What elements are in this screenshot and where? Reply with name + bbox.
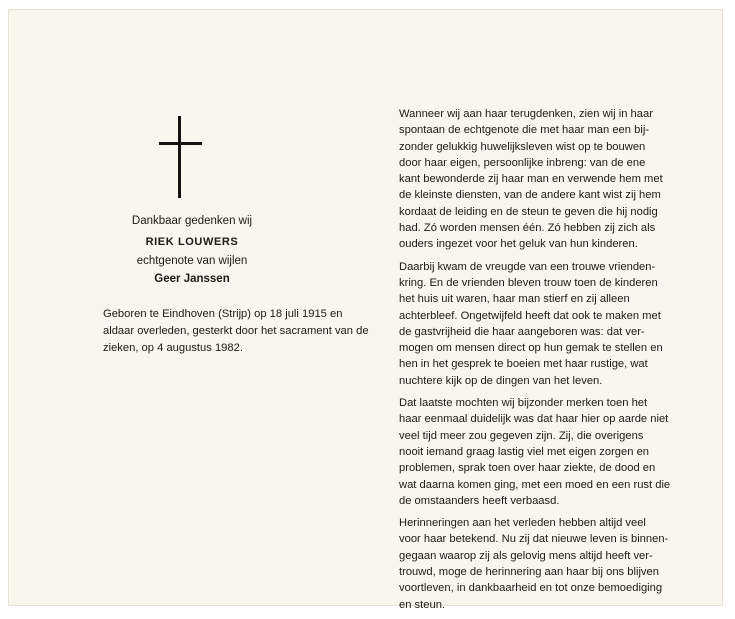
text-line: kordaat de leiding en de steun te geven die hij nodig [399, 205, 658, 218]
text-line: kant bewonderde zij haar man en verwende hem met [399, 173, 663, 186]
text-line: hen in het gesprek te boeien met haar rustige, wat [399, 358, 648, 371]
memorial-card [8, 9, 723, 611]
paragraph [399, 515, 704, 613]
text-line: haar eenmaal duidelijk was dat haar hier op aarde niet [399, 413, 669, 426]
text-line: Geboren te Eindhoven (Strijp) op 18 juli 1915 en [103, 308, 343, 320]
text-line: ouders ingezet voor het geluk van hun kinderen. [399, 238, 638, 251]
text-line: Wanneer wij aan haar terugdenken, zien wij in haar [399, 108, 653, 120]
text-line: problemen, sprak toen over haar ziekte, de dood en [399, 462, 656, 475]
spouse-name: Geer Janssen [154, 273, 230, 285]
text-line: zonder gelukkig huwelijksleven wist op te bouwen [399, 140, 646, 153]
paragraph [399, 395, 704, 509]
text-line: mogen om mensen direct op hun gemak te stellen en [399, 342, 663, 355]
text-line: wat daarna komen ging, met een moed en een rust die [399, 478, 671, 491]
text-line: het huis uit waren, haar man stierf en zij alleen [399, 293, 630, 306]
text-line: trouwd, moge de herinnering aan haar bij ons blijven [399, 566, 659, 579]
text-line: nooit iemand graag lastig viel met eigen zorgen en [399, 445, 650, 458]
text-line: zieken, op 4 augustus 1982. [103, 342, 243, 354]
text-line: gegaan waarop zij als gelovig mens altijd heeft ver- [399, 549, 653, 562]
text-line: de omstaanders heeft verbaasd. [399, 494, 560, 507]
cross-icon [159, 116, 209, 198]
birth-death-text [103, 306, 369, 357]
text-line: de kleinste diensten, van de andere kant wist zij hem [399, 189, 661, 202]
tribute-text [399, 106, 704, 619]
intro-line: Dankbaar gedenken wij [131, 215, 253, 227]
text-line: achterbleef. Ongetwijfeld heeft dat ook te maken met [399, 309, 661, 322]
text-line: kring. En de vrienden bleven trouw toen de kinderen [399, 276, 658, 289]
relation-line: echtgenote van wijlen [136, 255, 248, 267]
text-line: nuchtere kijk op de dingen van het leven. [399, 374, 603, 387]
text-line: aldaar overleden, gesterkt door het sacrament van de [103, 325, 369, 337]
text-line: de gastvrijheid die haar aangeboren was: dat ver- [399, 325, 645, 338]
text-line: Daarbij kwam de vreugde van een trouwe vrienden- [399, 260, 656, 273]
text-line: spontaan de echtgenote die met haar man een bij- [399, 124, 650, 137]
paragraph [399, 259, 704, 389]
deceased-name: RIEK LOUWERS [145, 236, 239, 248]
text-line: Dat laatste mochten wij bijzonder merken toen het [399, 397, 648, 410]
text-line: voortleven, in dankbaarheid en tot onze bemoediging [399, 582, 663, 595]
text-line: door haar eigen, persoonlijke inbreng: van de ene [399, 156, 646, 169]
left-panel [9, 10, 374, 605]
text-line: had. Zó worden mensen één. Zó hebben zij zich als [399, 222, 656, 235]
paragraph [399, 106, 704, 253]
text-line: en steun. [399, 598, 446, 611]
text-line: Herinneringen aan het verleden hebben altijd veel [399, 517, 646, 530]
text-line: voor haar betekend. Nu zij dat nieuwe leven is binnen- [399, 533, 669, 546]
text-line: veel tijd meer zou gegeven zijn. Zij, die overigens [399, 429, 644, 442]
